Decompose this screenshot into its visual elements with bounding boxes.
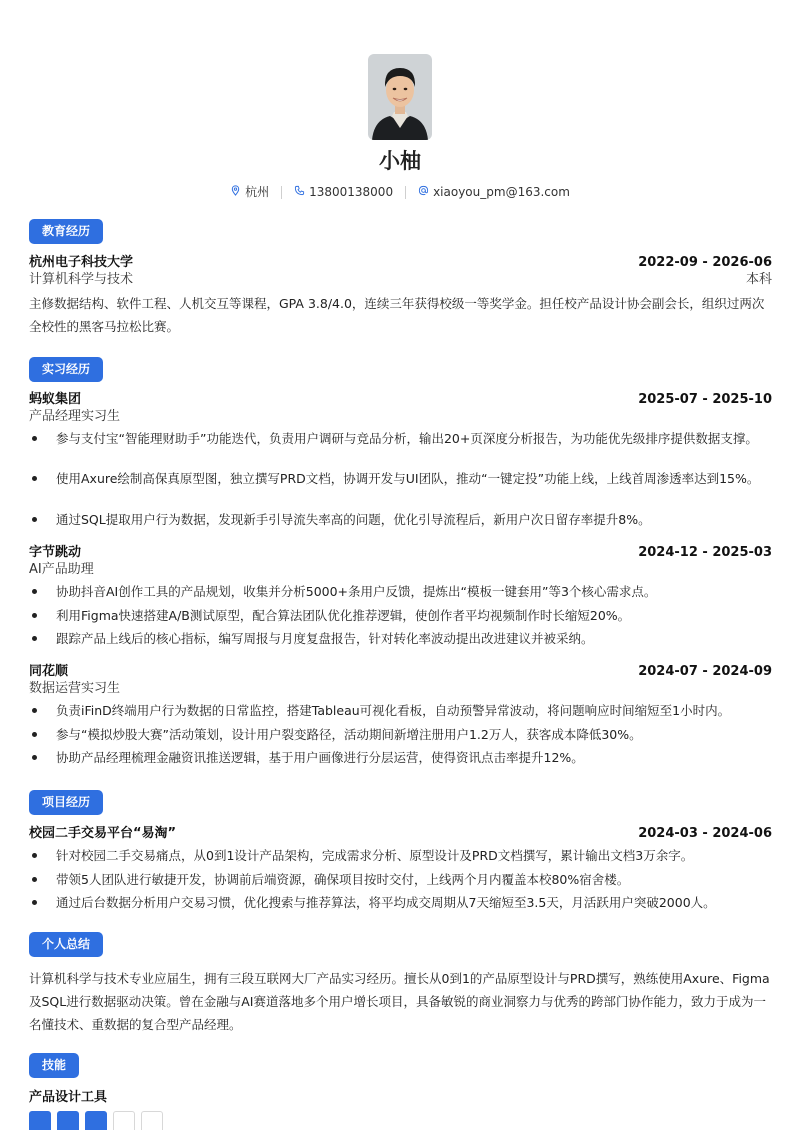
education-description: 主修数据结构、软件工程、人机交互等课程，GPA 3.8/4.0，连续三年获得校级一等奖学金。担任校产品设计协会副会长，组织过两次全校性的黑客马拉松比赛。 — [29, 296, 765, 334]
bullet-dot — [32, 877, 37, 882]
internship-header — [29, 663, 772, 681]
bullet-dot — [32, 732, 37, 737]
list-item: 协助抖音AI创作工具的产品规划，收集并分析5000+条用户反馈，提炼出“模板一键套用”等3个核心需求点。 — [29, 582, 774, 601]
bullet-dot — [32, 589, 37, 594]
phone-icon — [294, 183, 305, 201]
location-pin-icon — [230, 183, 241, 201]
internship-header — [29, 391, 772, 409]
section-badge-internship: 实习经历 — [29, 357, 103, 382]
internship-role-row — [29, 680, 772, 698]
list-item: 利用Figma快速搭建A/B测试原型，配合算法团队优化推荐逻辑，使创作者平均视频制作时长缩短20%。 — [29, 606, 774, 625]
candidate-name: 小柚 — [379, 149, 421, 173]
list-item: 通过后台数据分析用户交易习惯，优化搜索与推荐算法，将平均成交周期从7天缩短至3.5天，月活跃用户突破2000人。 — [29, 893, 774, 912]
internship-period: 2024-07 - 2024-09 — [638, 664, 772, 679]
bullet-dot — [32, 476, 37, 481]
bullet-dot — [32, 636, 37, 641]
list-item: 参与“模拟炒股大赛”活动策划，设计用户裂变路径，活动期间新增注册用户1.2万人，获客成本降低30%。 — [29, 725, 774, 744]
section-badge-projects: 项目经历 — [29, 790, 103, 815]
project-header — [29, 825, 772, 843]
contact-phone: 13800138000 — [294, 183, 393, 201]
list-item: 使用Axure绘制高保真原型图，独立撰写PRD文档，协调开发与UI团队，推动“一键定投”功能上线，上线首周渗透率达到15%。 — [29, 469, 774, 488]
list-item: 协助产品经理梳理金融资讯推送逻辑，基于用户画像进行分层运营，使得资讯点击率提升12%。 — [29, 748, 774, 767]
degree: 本科 — [745, 272, 772, 287]
list-item: 带领5人团队进行敏捷开发，协调前后端资源，确保项目按时交付，上线两个月内覆盖本校80%宿舍楼。 — [29, 870, 774, 889]
company-name: 字节跳动 — [29, 545, 82, 560]
bullet-dot — [32, 436, 37, 441]
major: 计算机科学与技术 — [29, 272, 134, 287]
skill-level-filled — [57, 1111, 79, 1130]
education-period: 2022-09 - 2026-06 — [638, 255, 772, 270]
bullet-dot — [32, 613, 37, 618]
bullet-dot — [32, 517, 37, 522]
internship-header — [29, 544, 772, 562]
section-badge-skills: 技能 — [29, 1053, 79, 1078]
list-item: 通过SQL提取用户行为数据，发现新手引导流失率高的问题，优化引导流程后，新用户次日留存率提升8%。 — [29, 510, 774, 529]
skill-level-empty — [113, 1111, 135, 1130]
bullet-dot — [32, 708, 37, 713]
contact-divider — [405, 186, 406, 199]
education-header — [29, 254, 772, 272]
internship-period: 2025-07 - 2025-10 — [638, 392, 772, 407]
skill-level-empty — [141, 1111, 163, 1130]
company-name: 同花顺 — [29, 664, 69, 679]
internship-period: 2024-12 - 2025-03 — [638, 545, 772, 560]
list-item: 参与支付宝“智能理财助手”功能迭代，负责用户调研与竞品分析，输出20+页深度分析报告，为功能优先级排序提供数据支撑。 — [29, 429, 774, 448]
bullet-dot — [32, 853, 37, 858]
education-subheader — [29, 271, 772, 289]
internship-role: 数据运营实习生 — [29, 681, 121, 696]
project-name: 校园二手交易平台“易淘” — [29, 826, 177, 841]
section-badge-summary: 个人总结 — [29, 932, 103, 957]
internship-role-row — [29, 561, 772, 579]
contact-email: xiaoyou_pm@163.com — [418, 183, 570, 201]
contact-divider — [281, 186, 282, 199]
company-name: 蚂蚁集团 — [29, 392, 82, 407]
summary-text: 计算机科学与技术专业应届生，拥有三段互联网大厂产品实习经历。擅长从0到1的产品原型设计与PRD撰写，熟练使用Axure、Figma及SQL进行数据驱动决策。曾在金融与AI赛道落地多个用户增长项目，具备敏锐的商业洞察力与优秀的跨部门协作能力，致力于成为一名懂技术、重数据的复合型产品经理。 — [29, 971, 770, 1032]
skill-level-filled — [29, 1111, 51, 1130]
contact-location: 杭州 — [230, 183, 269, 201]
skill-level-filled — [85, 1111, 107, 1130]
internship-role-row — [29, 408, 772, 426]
bullet-dot — [32, 900, 37, 905]
internship-role: 产品经理实习生 — [29, 409, 121, 424]
list-item: 针对校园二手交易痛点，从0到1设计产品架构，完成需求分析、原型设计及PRD文档撰写，累计输出文档3万余字。 — [29, 846, 774, 865]
avatar — [368, 54, 432, 140]
project-period: 2024-03 - 2024-06 — [638, 826, 772, 841]
contact-bar — [0, 183, 800, 201]
bullet-dot — [32, 755, 37, 760]
list-item: 负责iFinD终端用户行为数据的日常监控，搭建Tableau可视化看板，自动预警异常波动，将问题响应时间缩短至1小时内。 — [29, 701, 774, 720]
list-item: 跟踪产品上线后的核心指标，编写周报与月度复盘报告，针对转化率波动提出改进建议并被采纳。 — [29, 629, 774, 648]
internship-role: AI产品助理 — [29, 562, 94, 577]
school-name: 杭州电子科技大学 — [29, 255, 134, 270]
skill-category: 产品设计工具 — [29, 1090, 108, 1105]
section-badge-education: 教育经历 — [29, 219, 103, 244]
skill-level-meter — [29, 1111, 163, 1130]
email-at-icon — [418, 183, 429, 201]
